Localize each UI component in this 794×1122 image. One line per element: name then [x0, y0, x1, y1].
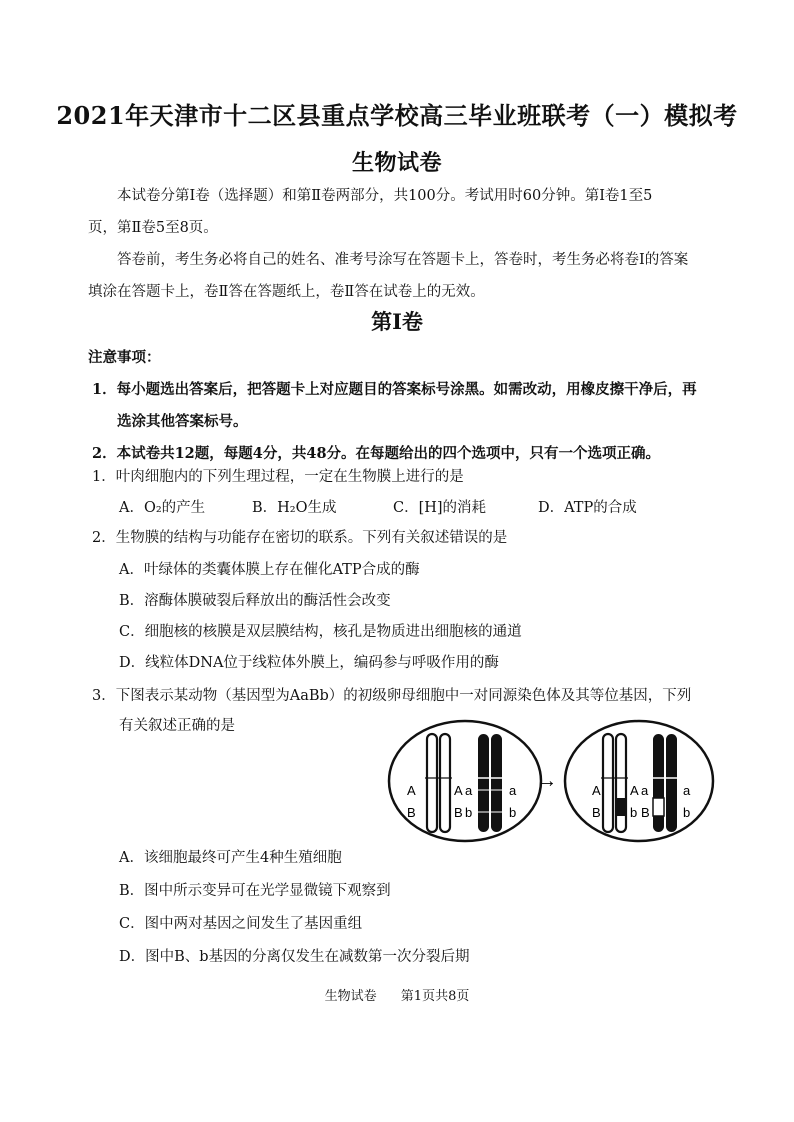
footer-page-number: 第1页共8页 [400, 989, 470, 1004]
q2-option-a: A．叶绿体的类囊体膜上存在催化ATP合成的酶 [119, 562, 420, 578]
q1-option-b: B．H₂O生成 [252, 500, 337, 516]
exam-subtitle: 生物试卷 [351, 150, 442, 176]
right-label-a1: a [641, 783, 649, 798]
left-label-B2: B [454, 805, 463, 820]
q1-stem: 1．叶肉细胞内的下列生理过程，一定在生物膜上进行的是 [92, 469, 464, 485]
right-label-B1: B [592, 805, 601, 820]
q3-stem-line2: 有关叙述正确的是 [119, 718, 235, 734]
q3-option-a: A．该细胞最终可产生4种生殖细胞 [119, 850, 342, 866]
q3-stem-line1: 3．下图表示某动物（基因型为AaBb）的初级卵母细胞中一对同源染色体及其等位基因，下列 [92, 688, 692, 704]
note1-line1: 1．每小题选出答案后，把答题卡上对应题目的答案标号涂黑。如需改动，用橡皮擦干净后，再 [92, 381, 697, 398]
right-label-b2: b [683, 805, 691, 820]
page-footer [0, 985, 794, 1004]
q2-stem: 2．生物膜的结构与功能存在密切的联系。下列有关叙述错误的是 [92, 530, 508, 546]
intro-p1-line2: 页，第Ⅱ卷5至8页。 [88, 220, 218, 236]
left-label-A2: A [454, 783, 463, 798]
intro-p2-line2: 填涂在答题卡上，卷Ⅱ答在答题纸上，卷Ⅱ答在试卷上的无效。 [88, 284, 485, 300]
right-label-b1: b [630, 805, 638, 820]
q1-option-a: A．O₂的产生 [119, 500, 206, 516]
q2-option-d: D．线粒体DNA位于线粒体外膜上，编码参与呼吸作用的酶 [119, 655, 499, 671]
q3-option-c: C．图中两对基因之间发生了基因重组 [119, 916, 363, 932]
right-cell-outline [565, 721, 713, 841]
q1-option-c: C．[H]的消耗 [393, 500, 487, 516]
q1-option-d: D．ATP的合成 [538, 500, 637, 516]
q3-option-b: B．图中所示变异可在光学显微镜下观察到 [119, 883, 391, 899]
note1-line2: 选涂其他答案标号。 [117, 413, 248, 430]
intro-p1-line1: 本试卷分第Ⅰ卷（选择题）和第Ⅱ卷两部分，共100分。考试用时60分钟。第Ⅰ卷1至5 [117, 188, 653, 204]
left-label-B1: B [407, 805, 416, 820]
q3-option-d: D．图中B、b基因的分离仅发生在减数第一次分裂后期 [119, 949, 470, 965]
q2-option-b: B．溶酶体膜破裂后释放出的酶活性会改变 [119, 593, 391, 609]
section-title: 第Ⅰ卷 [371, 309, 423, 334]
left-label-b1: b [465, 805, 473, 820]
q2-option-c: C．细胞核的核膜是双层膜结构，核孔是物质进出细胞核的通道 [119, 624, 522, 640]
left-cell-outline [389, 721, 541, 841]
right-label-A1: A [592, 783, 601, 798]
left-label-b2: b [509, 805, 517, 820]
left-label-a1: a [465, 783, 473, 798]
left-label-A1: A [407, 783, 416, 798]
footer-subject: 生物试卷 [324, 989, 377, 1004]
right-label-B2: B [641, 805, 650, 820]
notes-label: 注意事项： [88, 349, 161, 366]
intro-p2-line1: 答卷前，考生务必将自己的姓名、准考号涂写在答题卡上，答卷时，考生务必将卷Ⅰ的答案 [117, 252, 689, 268]
left-label-a2: a [509, 783, 517, 798]
arrow-icon: → [537, 770, 557, 792]
note2: 2．本试卷共12题，每题4分，共48分。在每题给出的四个选项中，只有一个选项正确。 [92, 445, 661, 462]
exam-title: 2021年天津市十二区县重点学校高三毕业班联考（一）模拟考 [56, 101, 738, 130]
chromosome-figure [385, 716, 717, 846]
right-label-A2: A [630, 783, 639, 798]
right-label-a2: a [683, 783, 691, 798]
